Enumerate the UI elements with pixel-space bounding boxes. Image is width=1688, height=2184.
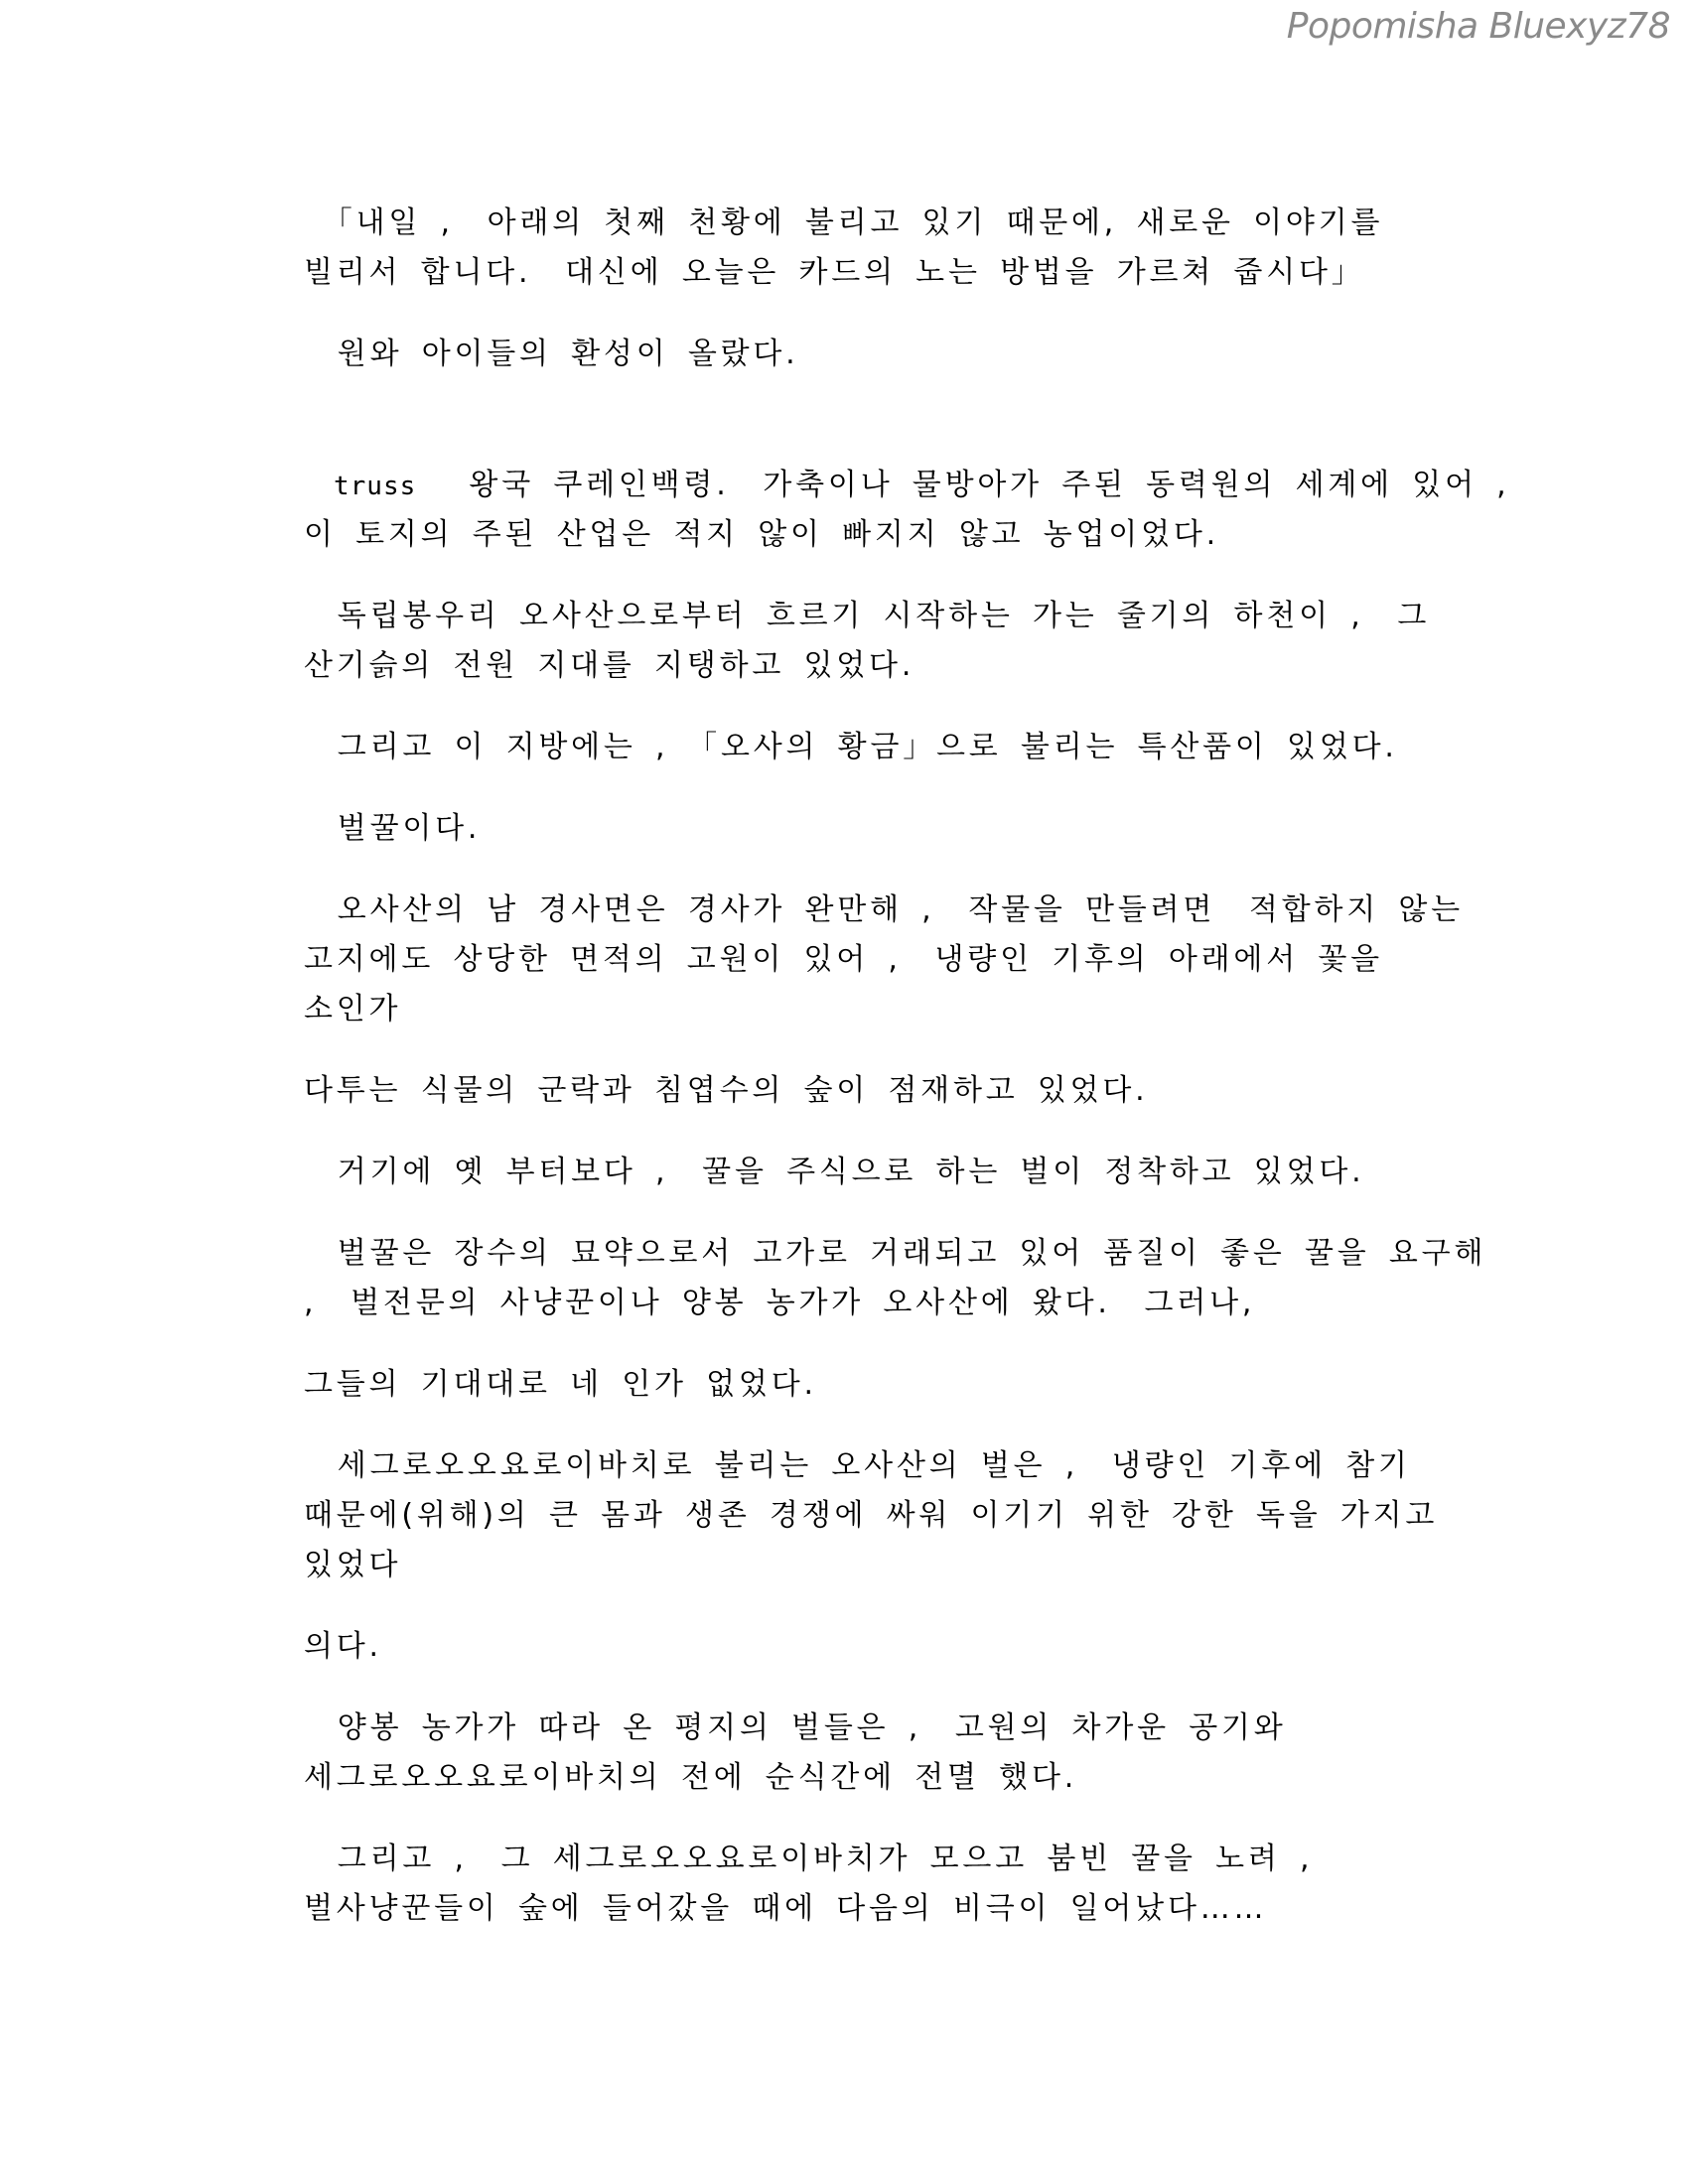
text-line: 그리고 , 그 세그로오오요로이바치가 모으고 붐빈 꿀을 노려 , [304, 1842, 1314, 1876]
text-line: 독립봉우리 오사산으로부터 흐르기 시작하는 가는 줄기의 하천이 , 그 [304, 599, 1431, 633]
paragraph [304, 592, 1446, 691]
text-line: 그들의 기대대로 네 인가 없었다. [304, 1367, 817, 1402]
watermark: Popomisha Bluexyz78 [1286, 6, 1670, 47]
paragraph [304, 1148, 1446, 1197]
paragraph [304, 1622, 1446, 1672]
text-line: 거기에 옛 부터보다 , 꿀을 주식으로 하는 벌이 정착하고 있었다. [304, 1155, 1365, 1189]
text-line: 벌꿀이다. [304, 811, 482, 846]
paragraph [304, 1704, 1446, 1803]
text-line: 벌꿀은 장수의 묘약으로서 고가로 거래되고 있어 품질이 좋은 꿀을 요구해 [304, 1236, 1487, 1271]
paragraph [304, 1066, 1446, 1116]
text-line: 산기슭의 전원 지대를 지탱하고 있었다. [304, 648, 915, 683]
text-line: 양봉 농가가 따라 온 평지의 벌들은 , 고원의 차가운 공기와 [304, 1710, 1287, 1745]
text-line: 세그로오오요로이바치의 전에 순식간에 전멸 했다. [304, 1760, 1078, 1795]
text-line: 「내일 , 아래의 첫째 천황에 불리고 있기 때문에, 새로운 이야기를 [304, 205, 1384, 240]
text-line: 이 토지의 주된 산업은 적지 않이 빠지지 않고 농업이었다. [304, 517, 1219, 552]
paragraph [304, 723, 1446, 772]
text-line: 원와 아이들의 환성이 올랐다. [304, 337, 799, 371]
paragraph [304, 804, 1446, 854]
paragraph [304, 886, 1464, 1034]
text-line: 때문에(위해)의 큰 몸과 생존 경쟁에 싸워 이기기 위한 강한 독을 가지고 [304, 1498, 1439, 1533]
text-line: 있었다 [304, 1548, 402, 1582]
page-body [304, 199, 1510, 1966]
paragraph [304, 1835, 1446, 1934]
paragraph [304, 461, 1510, 560]
text-line: 빌리서 합니다. 대신에 오늘은 카드의 노는 방법을 가르쳐 줍시다」 [304, 255, 1365, 290]
text-line: 고지에도 상당한 면적의 고원이 있어 , 냉량인 기후의 아래에서 꽃을 [304, 942, 1383, 977]
text-line: , 벌전문의 사냥꾼이나 양봉 농가가 오사산에 왔다. 그러나, [304, 1286, 1256, 1320]
paragraph [304, 330, 1446, 379]
text-line-rest: 왕국 쿠레인백령. 가축이나 물방아가 주된 동력원의 세계에 있어 , [416, 468, 1510, 502]
paragraph [304, 1360, 1446, 1410]
paragraph [304, 1229, 1487, 1328]
text-line: 소인가 [304, 992, 402, 1026]
text-line: 다투는 식물의 군락과 침엽수의 숲이 점재하고 있었다. [304, 1073, 1149, 1108]
text-line: 그리고 이 지방에는 , 「오사의 황금」으로 불리는 특산품이 있었다. [304, 730, 1398, 764]
foreign-word: truss [334, 472, 417, 501]
text-line [304, 461, 1510, 510]
paragraph [304, 1441, 1446, 1590]
text-line: 오사산의 남 경사면은 경사가 완만해 , 작물을 만들려면 적합하지 않는 [304, 892, 1464, 927]
text-line: 벌사냥꾼들이 숲에 들어갔을 때에 다음의 비극이 일어났다…… [304, 1891, 1268, 1926]
text-line: 세그로오오요로이바치로 불리는 오사산의 벌은 , 냉량인 기후에 참기 [304, 1448, 1411, 1483]
text-line: 의다. [304, 1629, 382, 1664]
paragraph [304, 199, 1446, 298]
